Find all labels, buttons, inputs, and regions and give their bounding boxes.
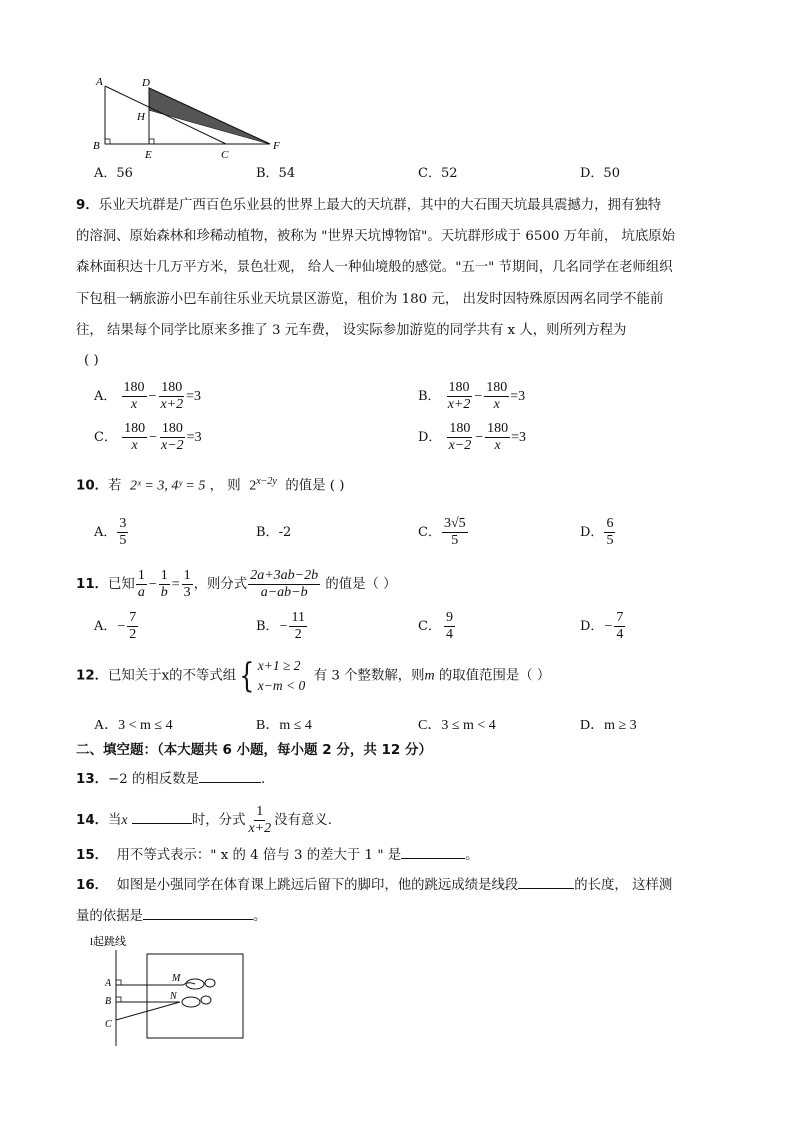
q13-answer-blank[interactable] <box>199 768 261 783</box>
triangle-figure <box>86 72 286 162</box>
q15-stem: 15． 用不等式表示：" x 的 4 倍与 3 的差大于 1 " 是 。 <box>76 844 479 866</box>
q8-option-c[interactable]: C．52 <box>418 166 458 181</box>
q12-option-c[interactable]: C．3 ≤ m < 4 <box>418 718 496 733</box>
q9-option-c[interactable]: C． $\frac{180}{x}$ − $\frac{180}{x-2}$ =3 <box>94 421 202 453</box>
q15-answer-blank[interactable] <box>401 844 465 859</box>
q9-option-a[interactable]: A． $\frac{180}{x}$ − $\frac{180}{x+2}$ =3 <box>94 380 202 412</box>
q16-segment-blank[interactable] <box>518 874 574 889</box>
q12-number: 12． <box>76 668 109 684</box>
q11-stem: 11．已知 $\frac{1}{a}$ − $\frac{1}{b}$ = $\frac{1}{3}$ ，则分式 $\frac{2a+3ab-2b}{a-ab-b}$ 的值是（ ） <box>76 568 397 600</box>
q12-option-a[interactable]: A．3 < m ≤ 4 <box>94 718 173 733</box>
q11-number: 11． <box>76 577 109 592</box>
label-H: H <box>137 111 145 123</box>
q11-option-d[interactable]: D．− $\frac{7}{4}$ <box>580 610 624 642</box>
jump-figure-title: l起跳线 <box>90 936 127 948</box>
section-fill-in-title: 二、填空题：（本大题共 6 小题，每小题 2 分，共 12 分） <box>76 742 433 758</box>
jump-figure <box>88 932 258 1050</box>
q9-line-5: 往， 结果每个同学比原来多推了 3 元车费， 设实际参加游览的同学共有 x 人，则所列方程为 <box>76 323 627 338</box>
jump-label-M: M <box>172 973 181 984</box>
q9-line-2: 的溶洞、原始森林和珍稀动植物，被称为 "世界天坑博物馆"。天坑群形成于 6500 万年前， 坑底原始 <box>76 229 676 244</box>
q9-paren: ( ) <box>84 353 99 368</box>
q9-line-1 <box>76 196 661 216</box>
q9-option-d[interactable]: D． $\frac{180}{x-2}$ − $\frac{180}{x}$ =3 <box>418 421 527 453</box>
q14-answer-blank[interactable] <box>132 809 192 824</box>
label-B: B <box>93 140 100 152</box>
q9-text-1: 乐业天坑群是广西百色乐业县的世界上最大的天坑群，其中的大石围天坑最具震撼力，拥有独特 <box>98 198 662 213</box>
q16-line-2: 量的依据是 。 <box>76 905 266 927</box>
q8-option-d[interactable]: D．50 <box>580 166 620 181</box>
q10-option-a[interactable]: A． $\frac{3}{5}$ <box>94 516 127 548</box>
q12-stem: 12．已知关于x的不等式组 { x+1 ≥ 2 x−m < 0 有 3 个整数解，则m 的取值范围是（ ） <box>76 656 551 696</box>
q12-option-d[interactable]: D．m ≥ 3 <box>580 718 637 733</box>
q10-stem: 10．若 2ˣ = 3, 4ʸ = 5 ， 则 $2^{x-2y}$ 的值是 ( ) <box>76 476 345 494</box>
label-D: D <box>142 77 150 89</box>
q8-option-a[interactable]: A．56 <box>94 166 133 181</box>
q11-option-a[interactable]: A．− $\frac{7}{2}$ <box>94 610 137 642</box>
q9-option-b[interactable]: B． $\frac{180}{x+2}$ − $\frac{180}{x}$ =3 <box>418 380 526 412</box>
q9-line-4: 下包租一辆旅游小巴车前往乐业天坑景区游览，租价为 180 元， 出发时因特殊原因两名同学不能前 <box>76 292 664 307</box>
q11-option-b[interactable]: B．− $\frac{11}{2}$ <box>256 610 305 642</box>
q10-number: 10． <box>76 478 109 494</box>
jump-label-N: N <box>170 991 177 1002</box>
q8-option-b[interactable]: B．54 <box>256 166 296 181</box>
jump-label-C: C <box>105 1019 112 1030</box>
q10-condition: 2ˣ = 3, 4ʸ = 5 <box>129 478 206 494</box>
q13-stem: 13．−2 的相反数是 . <box>76 768 265 790</box>
jump-label-B: B <box>105 996 112 1007</box>
q16-reason-blank[interactable] <box>143 905 253 920</box>
q9-line-3: 森林面积达十几万平方米，景色壮观， 给人一种仙境般的感觉。"五一" 节期间，几名同学在老师组织 <box>76 260 673 275</box>
label-F: F <box>273 140 280 152</box>
q9-number: 9． <box>76 198 99 213</box>
label-A: A <box>96 76 103 88</box>
label-E: E <box>145 149 152 161</box>
q11-option-c[interactable]: C． $\frac{9}{4}$ <box>418 610 453 642</box>
jump-label-A: A <box>105 978 112 989</box>
q10-option-c[interactable]: C． $\frac{3√5}{5}$ <box>418 516 466 548</box>
q16-line-1: 16． 如图是小强同学在体育课上跳远后留下的脚印，他的跳远成绩是线段 的长度， 这样测 <box>76 874 672 896</box>
q12-option-b[interactable]: B．m ≤ 4 <box>256 718 312 733</box>
q10-option-b[interactable]: B．-2 <box>256 525 292 540</box>
q14-stem: 14．当x 时，分式 $\frac{1}{x+2}$ 没有意义. <box>76 804 332 836</box>
q12-inequality-system: { x+1 ≥ 2 x−m < 0 <box>239 656 306 696</box>
label-C: C <box>221 149 229 161</box>
q10-option-d[interactable]: D． $\frac{6}{5}$ <box>580 516 614 548</box>
